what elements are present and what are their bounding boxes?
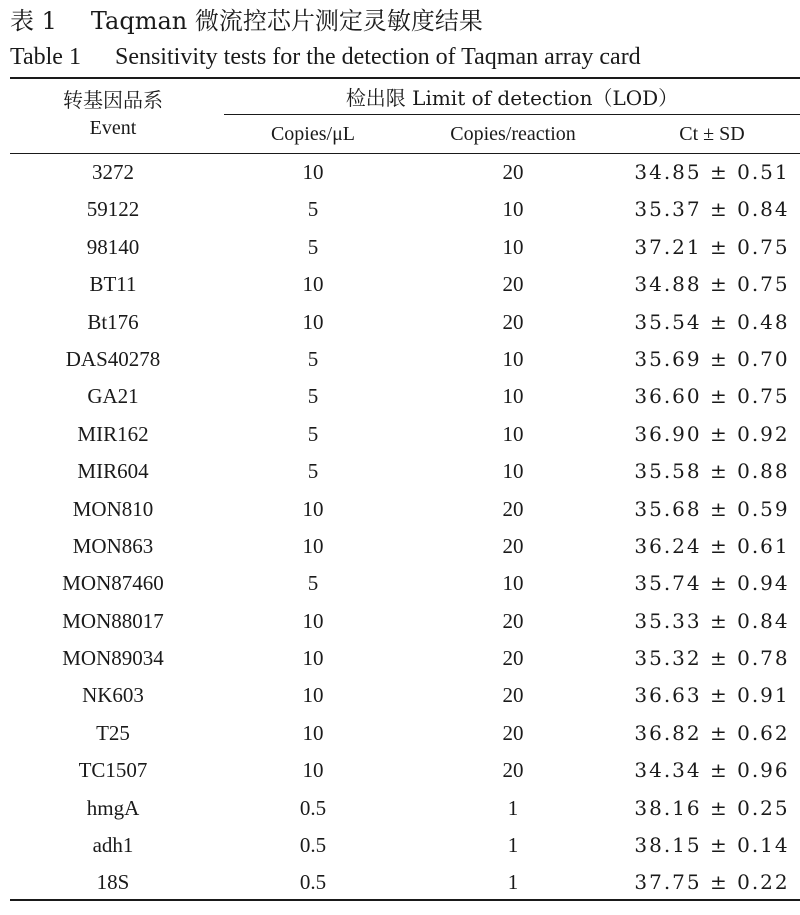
cell-copies-reaction: 20 bbox=[502, 646, 524, 671]
cell-copies-ul: 5 bbox=[307, 234, 319, 259]
cell-copies-ul: 10 bbox=[302, 272, 324, 297]
cell-ct-sd: 35.74 ± 0.94 bbox=[634, 571, 790, 596]
cell-copies-ul: 0.5 bbox=[299, 870, 327, 895]
cell-event: 18S bbox=[96, 870, 130, 895]
table-top-rule bbox=[10, 77, 800, 79]
cell-ct-sd: 36.24 ± 0.61 bbox=[634, 533, 790, 558]
cell-event: MON863 bbox=[72, 533, 154, 558]
cell-ct-sd: 38.15 ± 0.14 bbox=[634, 833, 790, 858]
cell-copies-reaction: 20 bbox=[502, 309, 524, 334]
cell-ct-sd: 35.69 ± 0.70 bbox=[634, 346, 790, 371]
caption-en-title: Sensitivity tests for the detection of Taqman array card bbox=[114, 44, 641, 70]
cell-event: DAS40278 bbox=[65, 346, 161, 371]
cell-copies-reaction: 10 bbox=[502, 197, 524, 222]
cell-copies-ul: 10 bbox=[302, 533, 324, 558]
table-row bbox=[0, 378, 800, 415]
table-row bbox=[0, 528, 800, 565]
cell-copies-reaction: 20 bbox=[502, 496, 524, 521]
table-row bbox=[0, 154, 800, 191]
table-bottom-rule bbox=[10, 899, 800, 901]
cell-copies-ul: 10 bbox=[302, 758, 324, 783]
cell-copies-reaction: 20 bbox=[502, 720, 524, 745]
cell-ct-sd: 34.88 ± 0.75 bbox=[634, 272, 790, 297]
table-row bbox=[0, 453, 800, 490]
table-row bbox=[0, 752, 800, 789]
cell-copies-reaction: 20 bbox=[502, 758, 524, 783]
table-caption-en bbox=[10, 40, 641, 74]
caption-cn-title: Taqman 微流控芯片测定灵敏度结果 bbox=[90, 7, 483, 35]
cell-event: MIR162 bbox=[77, 421, 149, 446]
cell-copies-reaction: 10 bbox=[502, 384, 524, 409]
cell-copies-reaction: 10 bbox=[502, 459, 524, 484]
cell-copies-reaction: 20 bbox=[502, 533, 524, 558]
cell-ct-sd: 37.75 ± 0.22 bbox=[634, 870, 790, 895]
cell-event: MON87460 bbox=[62, 571, 164, 596]
cell-copies-reaction: 20 bbox=[502, 160, 524, 184]
cell-copies-reaction: 20 bbox=[502, 272, 524, 297]
cell-ct-sd: 35.58 ± 0.88 bbox=[634, 459, 790, 484]
cell-event: Bt176 bbox=[87, 309, 139, 334]
cell-ct-sd: 35.54 ± 0.48 bbox=[634, 309, 790, 334]
cell-ct-sd: 37.21 ± 0.75 bbox=[634, 234, 790, 259]
cell-copies-ul: 5 bbox=[307, 421, 319, 446]
cell-copies-ul: 10 bbox=[302, 309, 324, 334]
cell-copies-ul: 5 bbox=[307, 459, 319, 484]
cell-event: BT11 bbox=[89, 272, 137, 297]
cell-event: MON810 bbox=[72, 496, 154, 521]
cell-event: T25 bbox=[96, 720, 130, 745]
cell-ct-sd: 35.68 ± 0.59 bbox=[634, 496, 790, 521]
table-caption-cn bbox=[10, 4, 483, 38]
cell-event: NK603 bbox=[82, 683, 144, 708]
cell-event: hmgA bbox=[86, 795, 140, 820]
cell-event: 59122 bbox=[86, 197, 140, 222]
table-row bbox=[0, 341, 800, 378]
cell-copies-ul: 0.5 bbox=[299, 795, 327, 820]
table-row bbox=[0, 603, 800, 640]
cell-ct-sd: 36.90 ± 0.92 bbox=[634, 421, 790, 446]
cell-copies-reaction: 10 bbox=[502, 346, 524, 371]
cell-event: GA21 bbox=[87, 384, 139, 409]
cell-copies-ul: 10 bbox=[302, 496, 324, 521]
header-copies-ul: Copies/μL bbox=[270, 123, 356, 145]
cell-copies-reaction: 10 bbox=[502, 234, 524, 259]
table-row bbox=[0, 266, 800, 303]
cell-copies-reaction: 10 bbox=[502, 571, 524, 596]
header-ct-sd: Ct ± SD bbox=[679, 123, 745, 145]
cell-ct-sd: 34.85 ± 0.51 bbox=[634, 160, 790, 184]
cell-copies-reaction: 10 bbox=[502, 421, 524, 446]
caption-cn-number: 表 1 bbox=[10, 7, 57, 35]
cell-event: 3272 bbox=[92, 160, 134, 184]
cell-event: MON88017 bbox=[62, 608, 164, 633]
cell-copies-ul: 10 bbox=[302, 608, 324, 633]
cell-copies-ul: 5 bbox=[307, 346, 319, 371]
cell-copies-ul: 5 bbox=[307, 197, 319, 222]
cell-event: MON89034 bbox=[62, 646, 164, 671]
cell-copies-ul: 10 bbox=[302, 160, 324, 184]
cell-ct-sd: 36.60 ± 0.75 bbox=[634, 384, 790, 409]
cell-copies-ul: 10 bbox=[302, 720, 324, 745]
table-row bbox=[0, 565, 800, 602]
cell-copies-reaction: 1 bbox=[507, 795, 519, 820]
table-row bbox=[0, 715, 800, 752]
header-event-cn: 转基因品系 bbox=[63, 88, 163, 112]
table-row bbox=[0, 229, 800, 266]
table-row bbox=[0, 640, 800, 677]
table-row bbox=[0, 416, 800, 453]
table-row bbox=[0, 864, 800, 901]
table-row bbox=[0, 491, 800, 528]
cell-ct-sd: 35.33 ± 0.84 bbox=[634, 608, 790, 633]
cell-ct-sd: 36.63 ± 0.91 bbox=[634, 683, 790, 708]
caption-en-number: Table 1 bbox=[10, 44, 81, 70]
cell-copies-reaction: 1 bbox=[507, 870, 519, 895]
cell-ct-sd: 36.82 ± 0.62 bbox=[634, 720, 790, 745]
table-row bbox=[0, 191, 800, 228]
cell-ct-sd: 38.16 ± 0.25 bbox=[634, 795, 790, 820]
cell-event: TC1507 bbox=[78, 758, 148, 783]
cell-ct-sd: 35.37 ± 0.84 bbox=[634, 197, 790, 222]
cell-ct-sd: 34.34 ± 0.96 bbox=[634, 758, 790, 783]
cell-copies-ul: 10 bbox=[302, 646, 324, 671]
cell-copies-ul: 5 bbox=[307, 571, 319, 596]
cell-copies-reaction: 20 bbox=[502, 683, 524, 708]
header-copies-reaction: Copies/reaction bbox=[450, 123, 576, 145]
table-row bbox=[0, 827, 800, 864]
cell-event: adh1 bbox=[92, 833, 134, 858]
header-group-rule bbox=[224, 114, 800, 115]
cell-ct-sd: 35.32 ± 0.78 bbox=[634, 646, 790, 671]
cell-event: MIR604 bbox=[77, 459, 149, 484]
cell-event: 98140 bbox=[86, 234, 140, 259]
cell-copies-reaction: 1 bbox=[507, 833, 519, 858]
header-event-en: Event bbox=[89, 117, 137, 139]
cell-copies-ul: 10 bbox=[302, 683, 324, 708]
cell-copies-ul: 0.5 bbox=[299, 833, 327, 858]
header-lod-group: 检出限 Limit of detection（LOD） bbox=[345, 86, 679, 110]
table-row bbox=[0, 304, 800, 341]
table-row bbox=[0, 790, 800, 827]
table-row bbox=[0, 677, 800, 714]
cell-copies-reaction: 20 bbox=[502, 608, 524, 633]
table-body bbox=[0, 154, 800, 902]
cell-copies-ul: 5 bbox=[307, 384, 319, 409]
